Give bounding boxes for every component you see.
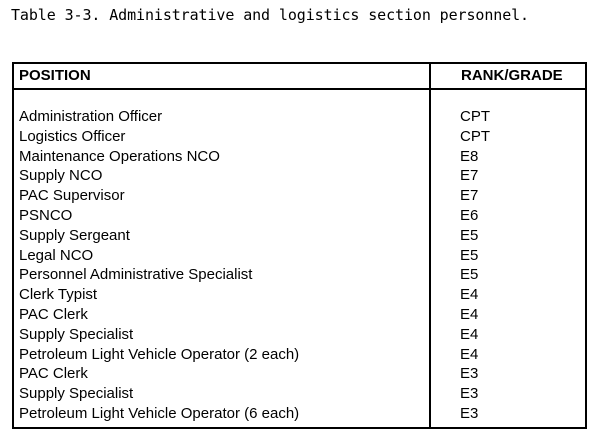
- position-cell: PAC Clerk: [19, 365, 88, 383]
- position-cell: PAC Clerk: [19, 305, 88, 323]
- table-row: [14, 345, 585, 365]
- personnel-table: [12, 62, 587, 429]
- position-cell: Logistics Officer: [19, 127, 126, 145]
- rank-cell: E5: [460, 266, 479, 284]
- table-row: [14, 107, 585, 127]
- table-row: [14, 246, 585, 266]
- rank-cell: E8: [460, 147, 479, 165]
- rank-cell: E7: [460, 167, 479, 185]
- rank-cell: E4: [460, 286, 479, 304]
- position-cell: Petroleum Light Vehicle Operator (2 each): [19, 345, 300, 363]
- position-cell: Maintenance Operations NCO: [19, 147, 220, 165]
- table-row: [14, 147, 585, 167]
- position-cell: Administration Officer: [19, 108, 163, 125]
- position-cell: PSNCO: [19, 206, 73, 224]
- rank-cell: E3: [460, 365, 479, 383]
- table-row: [14, 404, 585, 424]
- table-row: [14, 186, 585, 206]
- position-cell: PAC Supervisor: [19, 187, 125, 205]
- rank-column-header: RANK/GRADE: [461, 67, 563, 84]
- table-body: [14, 107, 585, 424]
- position-cell: Supply Specialist: [19, 385, 134, 403]
- position-cell: Personnel Administrative Specialist: [19, 266, 253, 284]
- table-header-row: [14, 64, 585, 90]
- position-cell: Supply NCO: [19, 167, 103, 185]
- position-cell: Clerk Typist: [19, 286, 98, 304]
- position-column-header: POSITION: [19, 67, 91, 84]
- position-cell: Petroleum Light Vehicle Operator (6 each): [19, 404, 300, 422]
- rank-cell: E5: [460, 226, 479, 244]
- rank-cell: CPT: [460, 127, 490, 145]
- table-row: [14, 206, 585, 226]
- table-row: [14, 285, 585, 305]
- table-row: [14, 364, 585, 384]
- table-row: [14, 305, 585, 325]
- rank-cell: E7: [460, 187, 479, 205]
- rank-cell: E4: [460, 325, 479, 343]
- position-cell: Supply Specialist: [19, 325, 134, 343]
- table-row: [14, 226, 585, 246]
- rank-cell: E3: [460, 385, 479, 403]
- rank-cell: E4: [460, 345, 479, 363]
- position-cell: Legal NCO: [19, 246, 94, 264]
- table-caption: Table 3-3. Administrative and logistics section personnel.: [11, 6, 529, 24]
- table-row: [14, 127, 585, 147]
- rank-cell: E5: [460, 246, 479, 264]
- rank-cell: CPT: [460, 108, 490, 125]
- rank-cell: E4: [460, 305, 479, 323]
- table-row: [14, 325, 585, 345]
- position-cell: Supply Sergeant: [19, 226, 130, 244]
- table-row: [14, 384, 585, 404]
- rank-cell: E6: [460, 206, 479, 224]
- table-row: [14, 166, 585, 186]
- table-row: [14, 265, 585, 285]
- rank-cell: E3: [460, 404, 479, 422]
